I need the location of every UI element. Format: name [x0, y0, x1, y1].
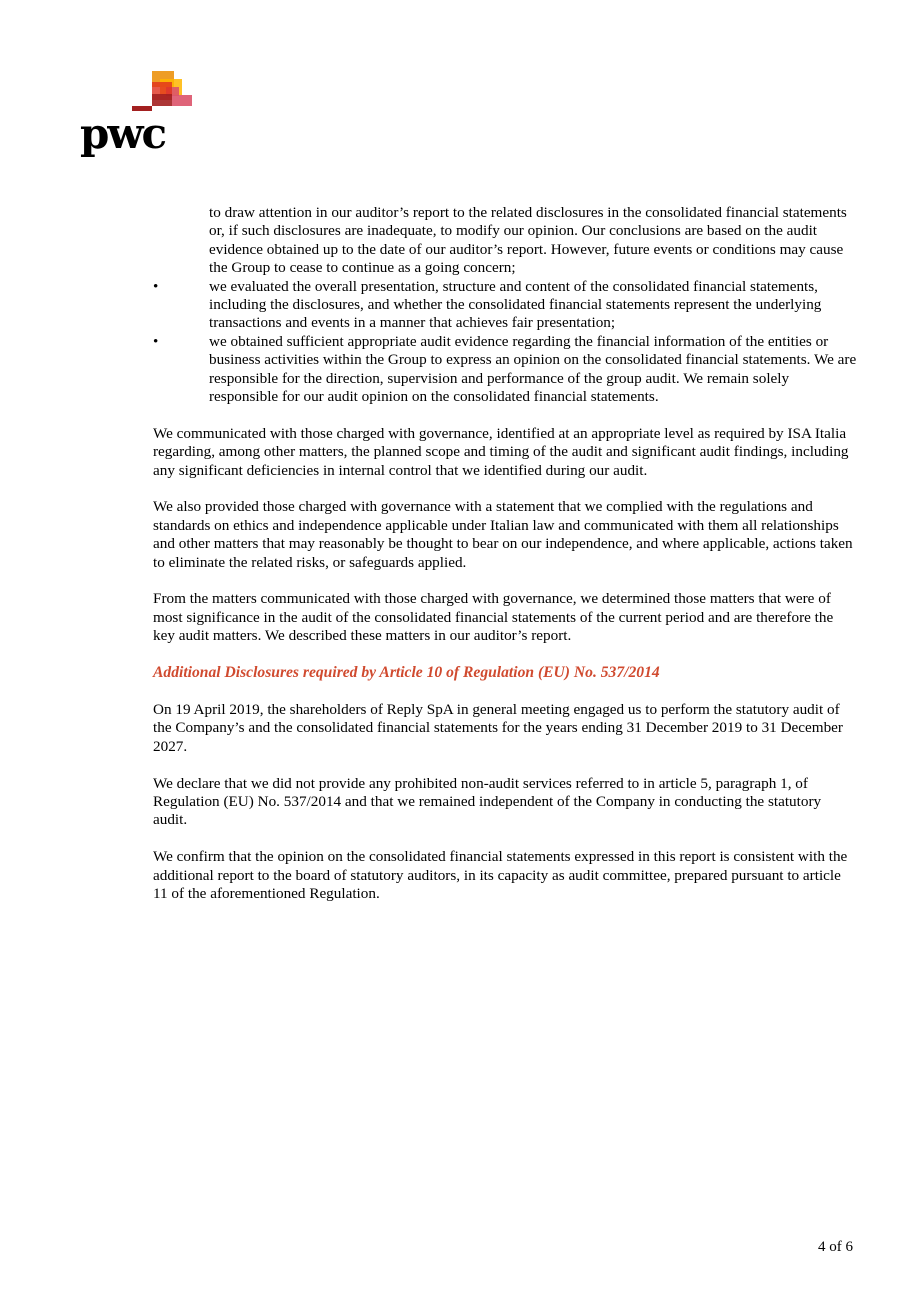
bullet-icon: • [153, 277, 159, 295]
opinion-consistency-paragraph: We confirm that the opinion on the consolidated financial statements expressed in this report is consistent with the additional report to the board of statutory auditors, in its capacity as audit committee, prepared pursuant to article 11 of the aforementioned Regulation. [153, 848, 848, 902]
governance-communication-paragraph: We communicated with those charged with governance, identified at an appropriate level as required by ISA Italia regarding, among other matters, the planned scope and timing of the audit and significant audit findings, including any significant deficiencies in internal control that we identified during our audit. [153, 424, 849, 479]
pwc-logo-icon [80, 68, 195, 158]
page-number: 4 of 6 [818, 1239, 853, 1255]
list-item-text: we evaluated the overall presentation, structure and content of the consolidated financial statements, including the disclosures, and whether the consolidated financial statements represent the underlying transactions and events in a manner that achieves fair presentation; [209, 277, 822, 332]
auditor-responsibilities-list [153, 204, 858, 406]
non-audit-services-paragraph: We declare that we did not provide any prohibited non-audit services referred to in article 5, paragraph 1, of Regulation (EU) No. 537/2014 and that we remained independent of the Company in conducting the statutory audit. [153, 774, 822, 829]
list-item-text: to draw attention in our auditor’s report to the related disclosures in the consolidated financial statements or, if such disclosures are inadequate, to modify our opinion. Our conclusions are based on the audit evidence obtained up to the date of our auditor’s report. However, future events or conditions may cause the Group to cease to continue as a going concern; [209, 204, 847, 277]
list-item-text: we obtained sufficient appropriate audit evidence regarding the financial information of the entities or business activities within the Group to express an opinion on the consolidated financial statements. We are responsible for the direction, supervision and performance of the group audit. We remain solely responsible for our audit opinion on the consolidated financial statements. [209, 332, 857, 406]
engagement-paragraph: On 19 April 2019, the shareholders of Reply SpA in general meeting engaged us to perform the statutory audit of the Company’s and the consolidated financial statements for the years ending 31 December 2019 to 31 December 2027. [153, 700, 843, 755]
list-item [153, 333, 858, 407]
list-item [153, 278, 858, 333]
pwc-logo [80, 68, 195, 158]
section-heading: Additional Disclosures required by Article 10 of Regulation (EU) No. 537/2014 [153, 664, 660, 682]
report-body [153, 204, 858, 903]
bullet-icon: • [153, 332, 159, 350]
list-item [153, 204, 858, 278]
independence-statement-paragraph: We also provided those charged with governance with a statement that we complied with the regulations and standards on ethics and independence applicable under Italian law and communicated with them all relationships and other matters that may reasonably be thought to bear on our independence, and where applicable, actions taken to eliminate the related risks, or safeguards applied. [153, 498, 853, 571]
pwc-wordmark: pwc [80, 109, 166, 158]
key-audit-matters-paragraph: From the matters communicated with those charged with governance, we determined those matters that were of most significance in the audit of the consolidated financial statements of the current period and are therefore the key audit matters. We described these matters in our auditor’s report. [153, 590, 834, 645]
